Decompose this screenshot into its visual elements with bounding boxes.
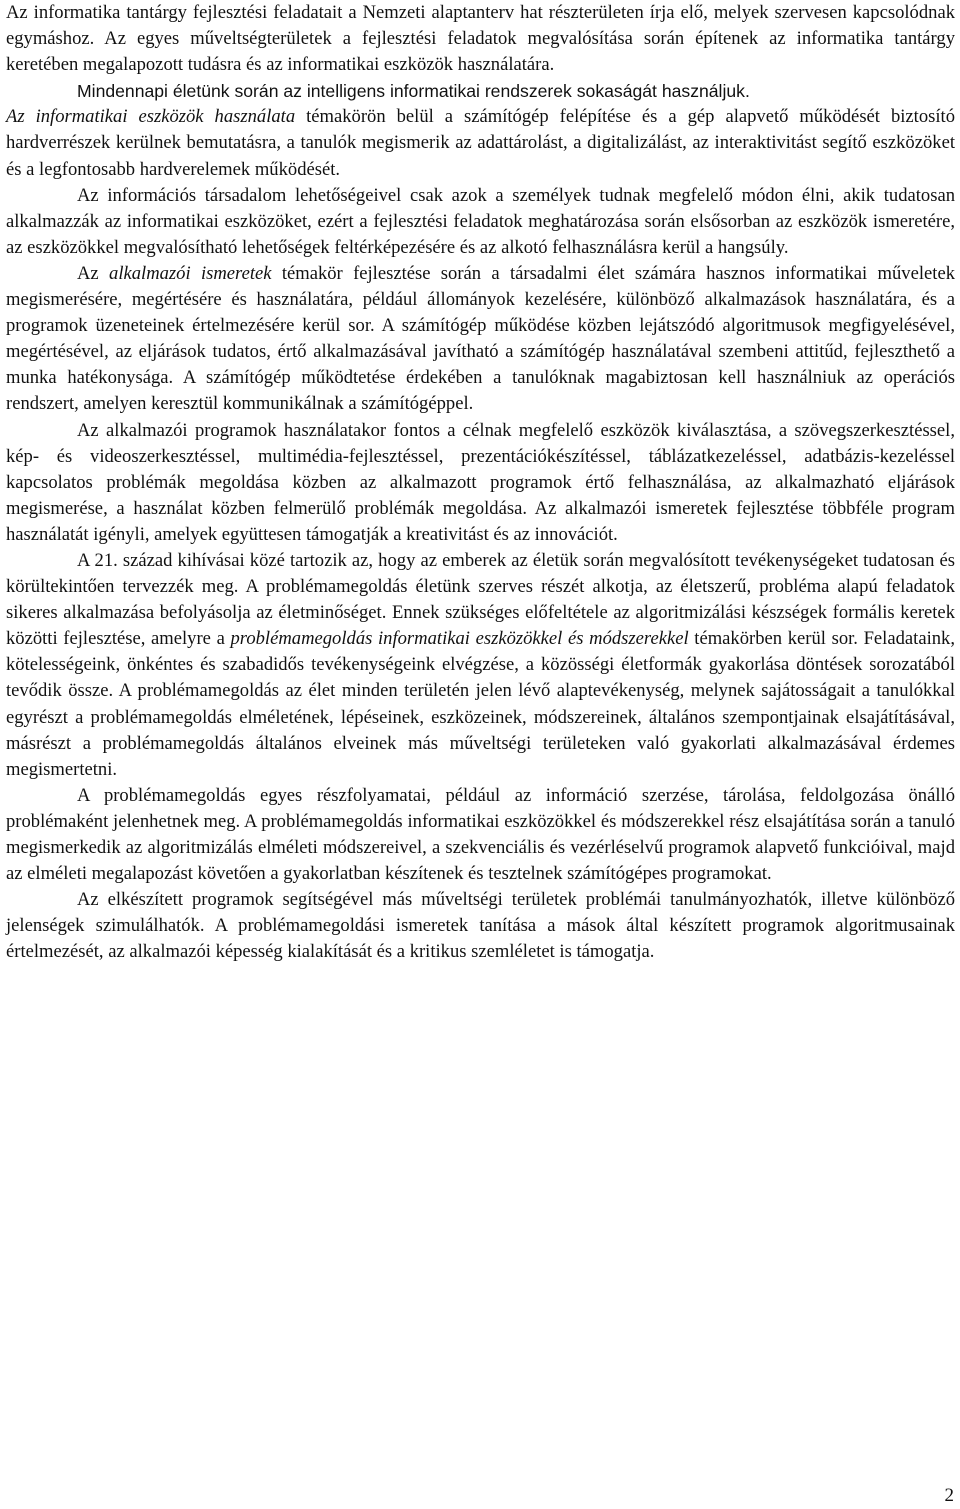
paragraph-subprocesses: A problémamegoldás egyes részfolyamatai, például az információ szerzése, tárolása, feldolgozása önálló problémaként jelenhetnek meg. A problémamegoldás informatikai eszközökkel és módszerekkel rész elsajátítása során a tanuló megismerkedik az algoritmizálás elméleti módszereivel, a szekvenciális és vezérléselvű programok alapvető funkcióival, majd az elméleti megalapozást követően a gyakorlatban készítenek és tesztelnek számítógépes programokat. [6, 784, 955, 885]
paragraph-problem-solving [6, 548, 955, 783]
paragraph-nat-tasks: Az informatika tantárgy fejlesztési feladatait a Nemzeti alaptanterv hat részterületen írja elő, melyek szervesen kapcsolódnak egymáshoz. Az egyes műveltségterületek a fejlesztési feladatok megvalósítása során építenek az informatika tantárgy keretében megalapozott tudásra és az informatikai eszközök használatára. [6, 2, 955, 76]
topic-it-tools: Az informatikai eszközök használata [6, 106, 296, 128]
paragraph-information-society: Az információs társadalom lehetőségeivel csak azok a személyek tudnak megfelelő módon élni, akik tudatosan alkalmazzák az informatikai eszközöket, ezért a fejlesztési feladatok meghatározása során elsősorban az eszközök ismeretére, az eszközökkel megvalósítható lehetőségek feltérképezésére és az alkotó felhasználásra kerül a hangsúly. [6, 184, 955, 258]
paragraph-it-tools-text: témakörön belül a számítógép felépítése és a gép alapvető működését biztosító hardverrészek kerülnek bemutatásra, a tanulók megismerik az adattárolást, a digitalizálást, az interaktivitást segítő eszközöket és a legfontosabb hardverelemek működését. [6, 106, 955, 180]
paragraph-problem-solving-text: témakörben kerül sor. Feladataink, kötelességeink, önkéntes és szabadidős tevékenységeink elvégzése, a közösségi életformák gyakorlása döntések sorozatából tevődik össze. A problémamegoldás az élet minden területén jelen lévő alaptevékenység, melynek sajátosságait a tanulókkal egyrészt a problémamegoldás elméletének, lépéseinek, eszközeinek, módszereinek, általános szempontjainak elsajátításával, másrészt a problémamegoldás általános elveinek más műveltségi területeken való gyakorlati alkalmazásával érdemes megismertetni. [6, 628, 955, 780]
paragraph-intelligent-systems: Mindennapi életünk során az intelligens informatikai rendszerek sokaságát használjuk. [77, 81, 750, 102]
page-number: 2 [944, 1485, 954, 1506]
paragraph-it-tools [6, 104, 955, 182]
paragraph-problem-solving-start: A 21. század kihívásai közé tartozik az, hogy az emberek az életük során megvalósított tevékenységeket tudatosan és körültekintően tervezzék meg. A problémamegoldás életünk szerves részét alkotja, az életszerű, probléma alapú feladatok sikeres alkalmazása befolyásolja az életminőséget. Ennek szükséges előfeltétele az algoritmizálási készségek formális keretek közötti fejlesztése, amelyre a [6, 549, 955, 650]
document-body [6, 0, 955, 965]
paragraph-application-knowledge [6, 261, 955, 418]
paragraph-application-knowledge-start: Az [77, 262, 110, 284]
paragraph-application-knowledge-text: témakör fejlesztése során a társadalmi élet számára hasznos informatikai műveletek megismerésére, megértésére és használatára, például állományok kezelésére, különböző alkalmazások használatára, és a programok üzeneteinek értelmezésére kerül sor. A számítógép működése közben lejátszódó algoritmusok megfigyelésével, megértésével, az eljárások tudatos, értő alkalmazásával javítható a számítógép használatával szembeni attitűd, fejleszthető a munka hatékonysága. A számítógép működtetése érdekében a tanulóknak magabiztosan kell használniuk az operációs rendszert, amelyen keresztül kommunikálnak a számítógéppel. [6, 262, 955, 415]
topic-application-knowledge: alkalmazói ismeretek [109, 262, 272, 284]
topic-problem-solving: problémamegoldás informatikai eszközökkel és módszerekkel [230, 628, 689, 650]
paragraph-programs-usage: Az elkészített programok segítségével más műveltségi területek problémái tanulmányozhatók, illetve különböző jelenségek szimulálhatók. A problémamegoldási ismeretek tanítása a mások által készített programok algoritmusainak értelmezését, az alkalmazói képesség kialakítását és a kritikus szemléletet is támogatja. [6, 889, 955, 963]
paragraph-application-programs: Az alkalmazói programok használatakor fontos a célnak megfelelő eszközök kiválasztása, a szövegszerkesztéssel, kép- és videoszerkesztéssel, multimédia-fejlesztéssel, prezentációkészítéssel, táblázatkezeléssel, adatbázis-kezeléssel kapcsolatos problémák megoldása közben az alkalmazott programok értő felhasználása, az alkalmazható eljárások megismerése, a használat közben felmerülő problémák megoldása. Az alkalmazói ismeretek fejlesztése többféle program használatát igényli, amelyek együttesen támogatják a kreativitást és az innovációt. [6, 419, 955, 545]
